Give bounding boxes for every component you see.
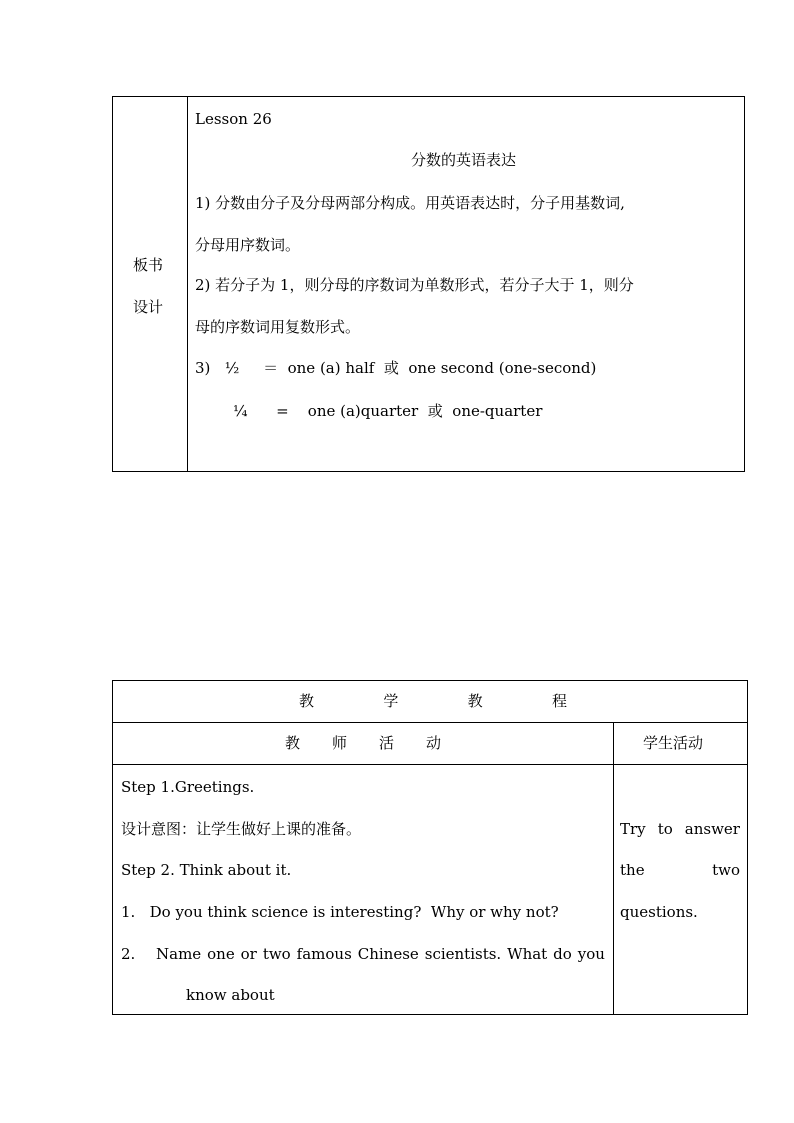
student-activity-header: 学生活动: [643, 734, 704, 752]
board-divider: [187, 97, 188, 471]
teaching-process-table: [112, 680, 748, 1015]
question-2-number: 2.: [121, 945, 136, 963]
question-2-continued: know about: [186, 986, 275, 1004]
q2-word: you: [577, 945, 605, 963]
teacher-activity-header: [285, 733, 441, 753]
board-side-label-1: 板书: [133, 256, 164, 274]
process-header: [299, 691, 567, 711]
step-2: Step 2. Think about it.: [121, 861, 292, 879]
header-char-1: 教: [299, 692, 315, 710]
student-activity-line-1: [620, 819, 740, 839]
board-rule-2b: 母的序数词用复数形式。: [195, 318, 361, 336]
row-divider-2: [113, 764, 747, 765]
question-1: 1. Do you think science is interesting? Why or why not?: [121, 903, 559, 921]
q2-word: one: [207, 945, 235, 963]
board-example-quarter: ¼ = one (a)quarter 或 one-quarter: [233, 402, 543, 420]
q2-word: or: [240, 945, 257, 963]
teacher-header-char-3: 活: [378, 734, 394, 752]
board-example-half: 3) ½ ＝ one (a) half 或 one second (one-second): [195, 359, 597, 377]
student-word: answer: [684, 820, 740, 838]
q2-word: What: [507, 945, 548, 963]
header-char-3: 教: [467, 692, 483, 710]
step-1: Step 1.Greetings.: [121, 778, 255, 796]
board-rule-2a: 2) 若分子为 1，则分母的序数词为单数形式，若分子大于 1，则分: [195, 276, 634, 294]
board-heading: 分数的英语表达: [411, 151, 517, 169]
q2-word: famous: [296, 945, 352, 963]
column-divider: [613, 722, 614, 1014]
student-activity-line-2: [620, 860, 740, 880]
q2-word: Name: [156, 945, 202, 963]
student-activity-line-3: questions.: [620, 903, 698, 921]
teacher-header-char-1: 教: [285, 734, 301, 752]
q2-word: do: [553, 945, 572, 963]
student-word: Try: [620, 820, 646, 838]
q2-word: scientists.: [424, 945, 502, 963]
board-rule-1a: 1) 分数由分子及分母两部分构成。用英语表达时，分子用基数词,: [195, 194, 625, 212]
teacher-header-char-2: 师: [331, 734, 347, 752]
design-intent: 设计意图：让学生做好上课的准备。: [121, 820, 362, 838]
q2-word: Chinese: [357, 945, 419, 963]
board-rule-1b: 分母用序数词。: [195, 236, 301, 254]
teacher-header-char-4: 动: [425, 734, 441, 752]
header-char-2: 学: [383, 692, 399, 710]
q2-word: two: [262, 945, 291, 963]
question-2: [156, 944, 605, 964]
header-char-4: 程: [551, 692, 567, 710]
student-word: to: [657, 820, 673, 838]
lesson-title: Lesson 26: [195, 110, 272, 128]
student-word: the: [620, 861, 645, 879]
board-design-table: [112, 96, 745, 472]
board-side-label-2: 设计: [133, 298, 164, 316]
student-word: two: [712, 861, 740, 879]
row-divider-1: [113, 722, 747, 723]
